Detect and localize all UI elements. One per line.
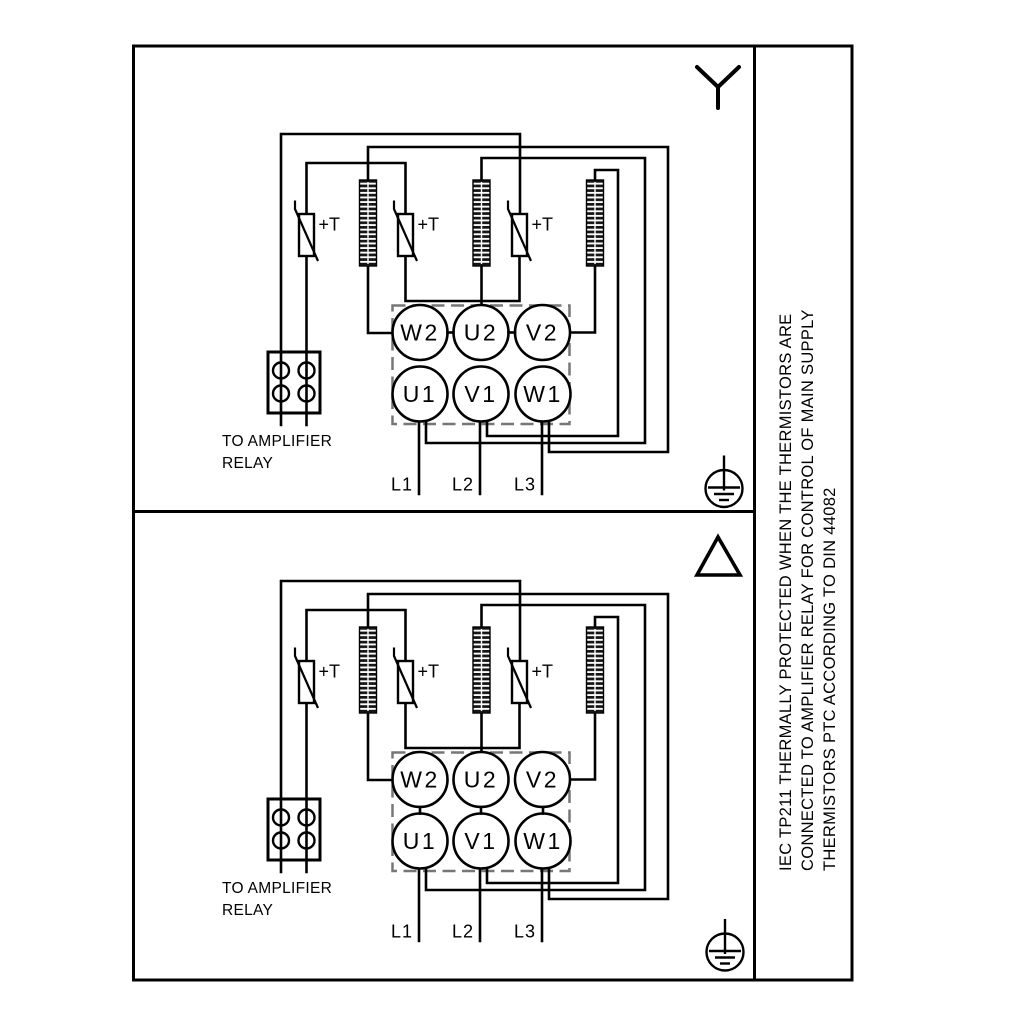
terminal-label-W1: W1	[523, 381, 563, 407]
relay-note-line1: TO AMPLIFIER	[222, 433, 333, 450]
supply-label-L3: L3	[513, 474, 536, 495]
terminal-label-U2: U2	[463, 319, 499, 346]
terminal-label-U2: U2	[463, 766, 499, 793]
relay-note-line1: TO AMPLIFIER	[222, 880, 333, 897]
thermistor-label-1: +T	[318, 661, 341, 682]
side-note-line3: THERMISTORS PTC ACCORDING TO DIN 44082	[821, 487, 839, 871]
star-icon	[697, 67, 739, 108]
side-note-line2: CONNECTED TO AMPLIFIER RELAY FOR CONTROL OF MAIN SUPPLY	[799, 309, 817, 871]
side-note-line1: IEC TP211 THERMALLY PROTECTED WHEN THE THERMISTORS ARE	[777, 313, 795, 871]
supply-label-L2: L2	[451, 921, 474, 942]
terminal-label-U1: U1	[402, 381, 438, 407]
supply-label-L1: L1	[390, 474, 413, 495]
thermistor-label-1: +T	[318, 214, 341, 235]
relay-note-line2: RELAY	[222, 902, 274, 919]
supply-label-L1: L1	[390, 921, 413, 942]
terminal-label-W1: W1	[523, 828, 563, 854]
terminal-label-V2: V2	[525, 766, 560, 793]
supply-label-L3: L3	[513, 921, 536, 942]
terminal-label-V1: V1	[464, 828, 498, 854]
delta-icon	[697, 537, 740, 575]
thermistor-label-2: +T	[417, 661, 440, 682]
supply-label-L2: L2	[451, 474, 474, 495]
thermistor-label-2: +T	[417, 214, 440, 235]
terminal-label-V1: V1	[464, 381, 498, 407]
terminal-label-U1: U1	[402, 828, 438, 854]
delta-connection-diagram	[222, 537, 744, 971]
terminal-label-W2: W2	[400, 319, 440, 346]
relay-note-line2: RELAY	[222, 455, 274, 472]
side-note	[777, 309, 839, 871]
thermistor-label-3: +T	[531, 661, 554, 682]
terminal-label-W2: W2	[400, 766, 440, 793]
terminal-label-V2: V2	[525, 319, 560, 346]
star-connection-diagram	[222, 67, 743, 507]
thermistor-label-3: +T	[531, 214, 554, 235]
